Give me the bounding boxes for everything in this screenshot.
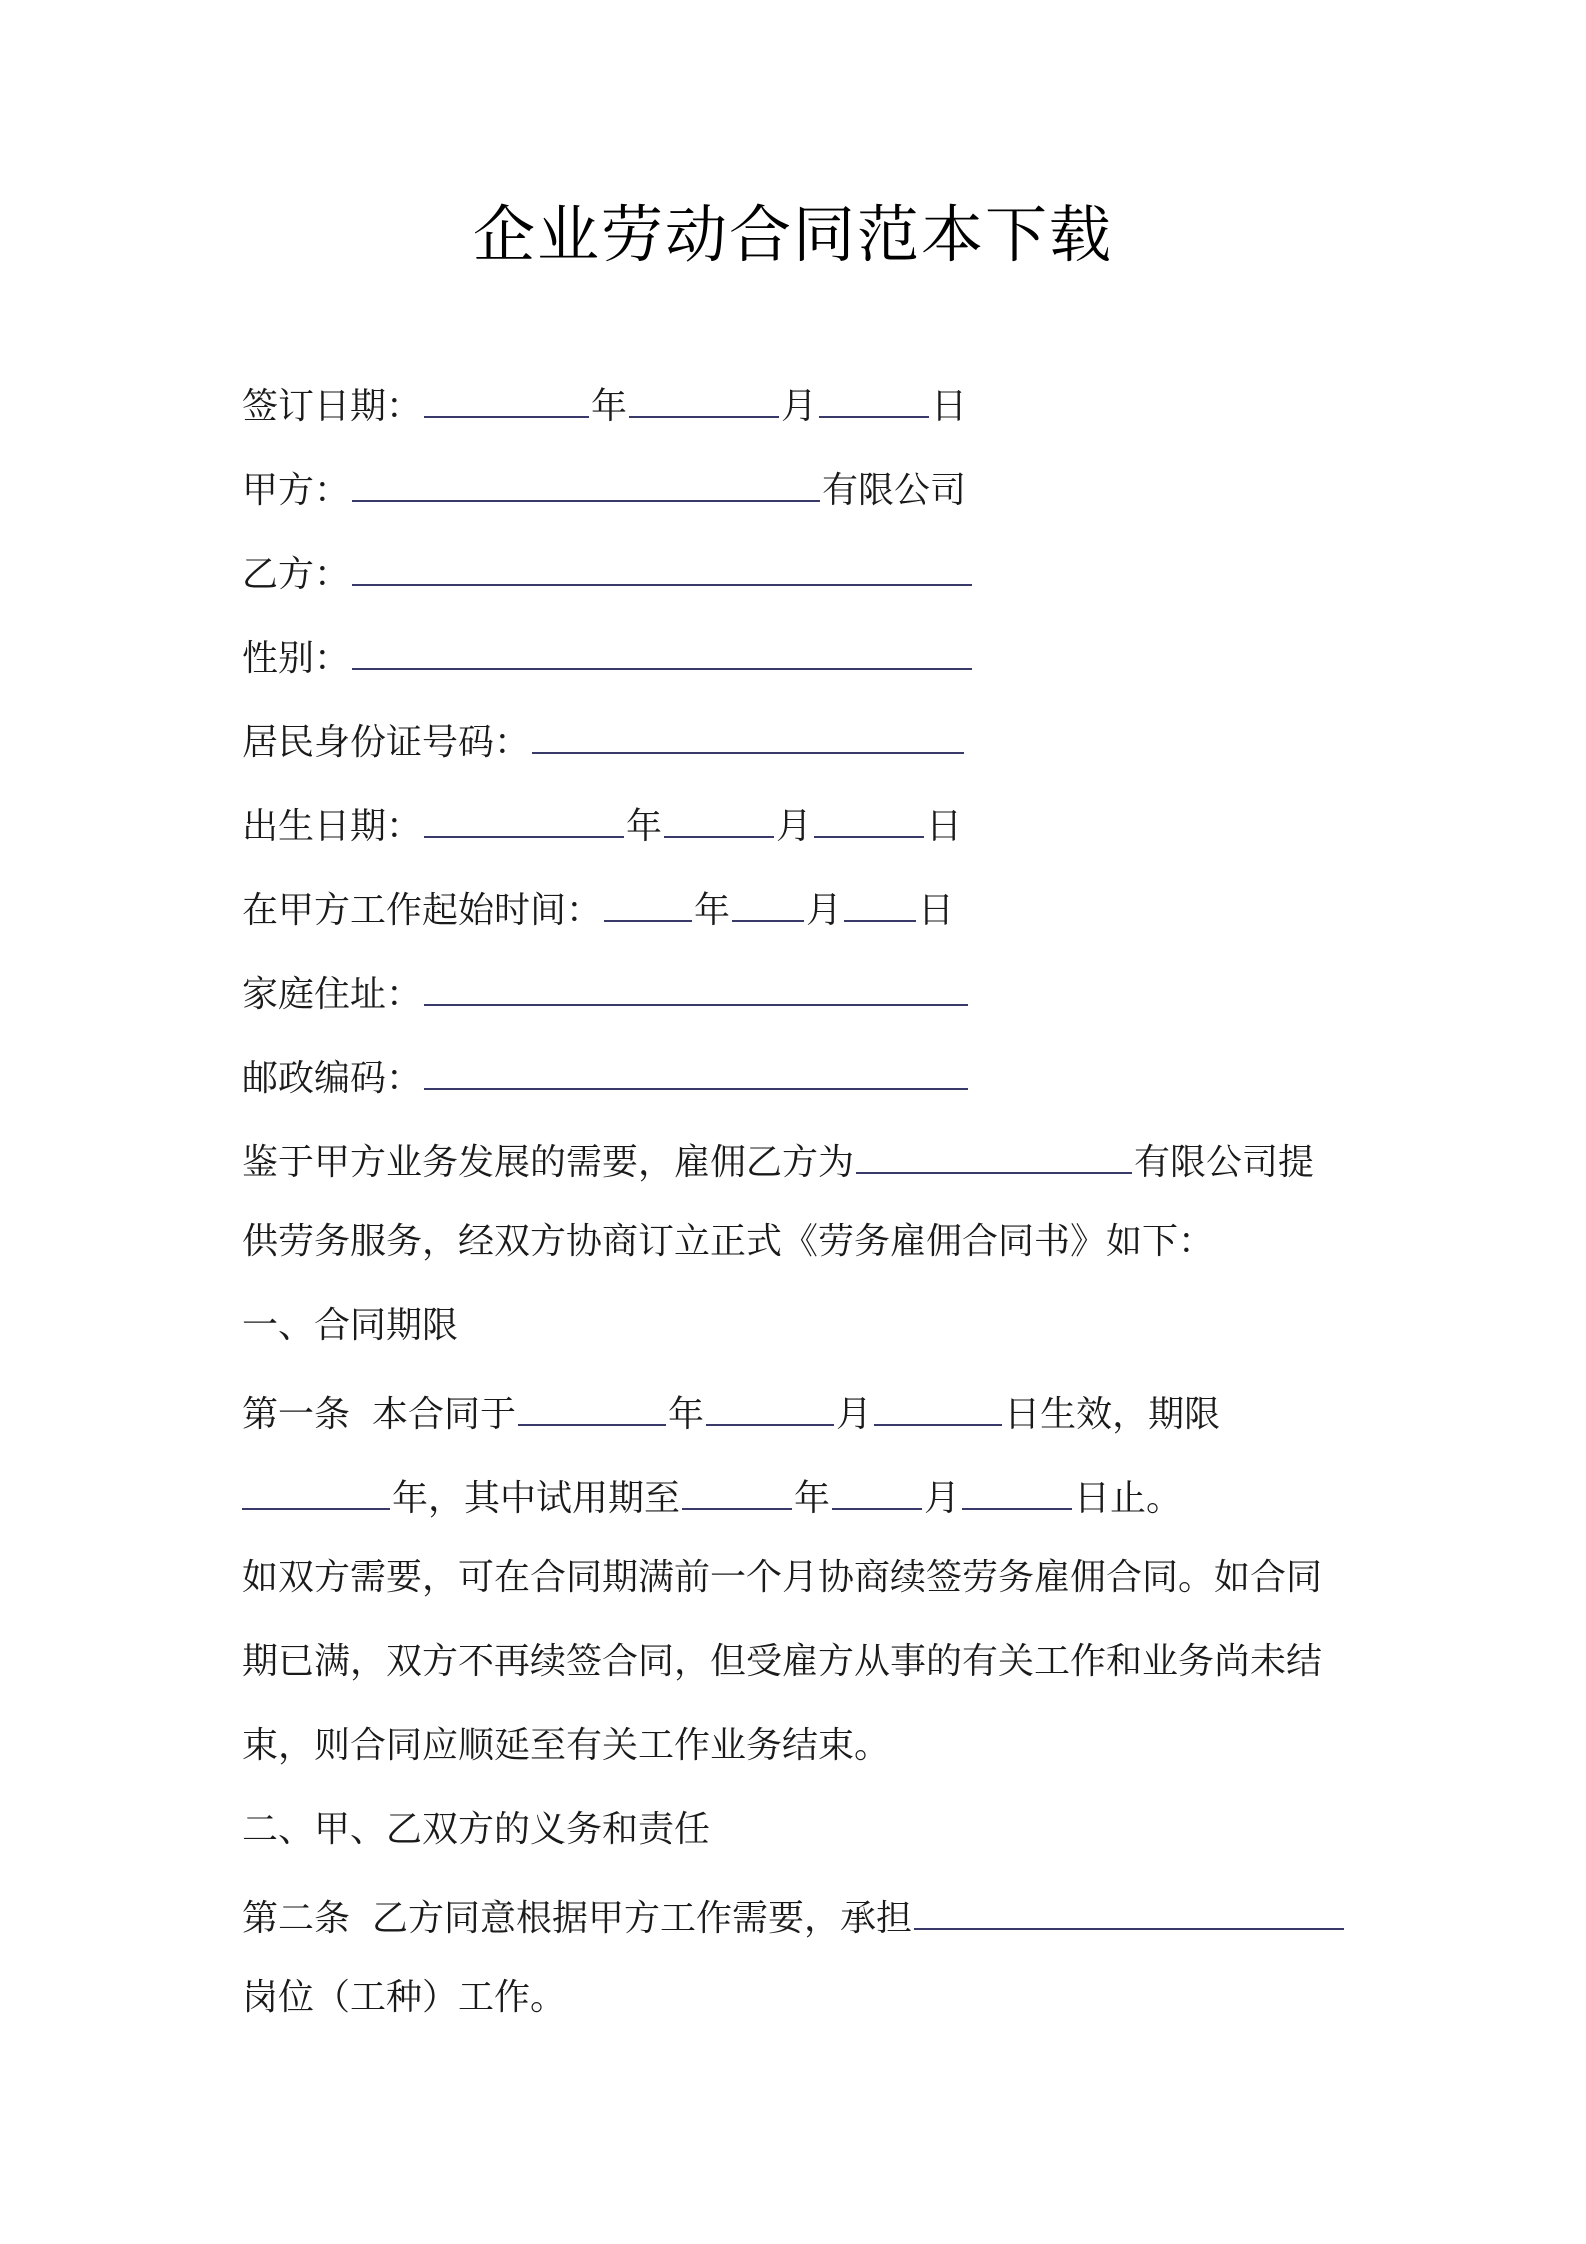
section-heading: 一、合同期限: [242, 1305, 459, 1346]
position-blank[interactable]: [914, 1884, 1344, 1930]
preamble-text: 有限公司提: [1134, 1142, 1315, 1183]
preamble-line-1: [242, 1128, 1314, 1188]
start-date-year-blank[interactable]: [604, 876, 692, 922]
year-label: 年: [668, 1394, 705, 1435]
day-label: 日: [926, 806, 963, 847]
article-text: 日生效，期限: [1004, 1394, 1221, 1435]
birth-date-day-blank[interactable]: [814, 792, 924, 838]
start-date-month-blank[interactable]: [732, 876, 804, 922]
party-b-label: 乙方：: [242, 554, 351, 595]
effective-day-blank[interactable]: [874, 1380, 1002, 1426]
paragraph-text: 束，则合同应顺延至有关工作业务结束。: [242, 1725, 891, 1766]
party-a-line: [242, 456, 966, 516]
effective-month-blank[interactable]: [706, 1380, 834, 1426]
birth-date-label: 出生日期：: [242, 806, 423, 847]
start-date-line: [242, 876, 954, 936]
probation-year-blank[interactable]: [682, 1464, 792, 1510]
preamble-line-2: [242, 1212, 1214, 1272]
article-text: 乙方同意根据甲方工作需要，承担: [372, 1898, 913, 1939]
gender-label: 性别：: [242, 638, 351, 679]
party-b-line: [242, 540, 974, 600]
probation-month-blank[interactable]: [832, 1464, 922, 1510]
year-label: 年: [794, 1478, 831, 1519]
party-a-label: 甲方：: [242, 470, 351, 511]
sign-date-label: 签订日期：: [242, 386, 423, 427]
sign-date-day-blank[interactable]: [819, 372, 929, 418]
year-label: 年: [591, 386, 628, 427]
document-title: 企业劳动合同范本下载: [472, 198, 1113, 271]
section-1-heading: [242, 1296, 458, 1356]
day-label: 日: [931, 386, 968, 427]
party-a-suffix: 有限公司: [822, 470, 967, 511]
id-number-line: [242, 708, 966, 768]
section-2-heading: [242, 1800, 710, 1860]
postcode-blank[interactable]: [424, 1044, 968, 1090]
renewal-paragraph-line: [242, 1548, 1322, 1608]
probation-day-blank[interactable]: [962, 1464, 1072, 1510]
article-text: 本合同于: [372, 1394, 517, 1435]
gender-blank[interactable]: [352, 624, 972, 670]
article-text: 岗位（工种）工作。: [242, 1977, 567, 2018]
sign-date-month-blank[interactable]: [629, 372, 779, 418]
renewal-paragraph-line: [242, 1632, 1322, 1692]
article-1-line-1: [242, 1380, 1220, 1440]
start-date-label: 在甲方工作起始时间：: [242, 890, 603, 931]
month-label: 月: [924, 1478, 961, 1519]
start-date-day-blank[interactable]: [844, 876, 916, 922]
article-2-line-1: [242, 1884, 1346, 1944]
party-a-blank[interactable]: [352, 456, 820, 502]
sign-date-year-blank[interactable]: [424, 372, 589, 418]
effective-year-blank[interactable]: [518, 1380, 666, 1426]
address-blank[interactable]: [424, 960, 968, 1006]
party-b-blank[interactable]: [352, 540, 972, 586]
year-label: 年: [694, 890, 731, 931]
month-label: 月: [836, 1394, 873, 1435]
article-label: 第一条: [242, 1394, 351, 1435]
preamble-company-blank[interactable]: [856, 1128, 1132, 1174]
month-label: 月: [776, 806, 813, 847]
address-line: [242, 960, 970, 1020]
day-label: 日: [918, 890, 955, 931]
article-2-line-2: [242, 1968, 566, 2028]
article-text: 日止。: [1074, 1478, 1183, 1519]
paragraph-text: 如双方需要，可在合同期满前一个月协商续签劳务雇佣合同。如合同: [242, 1557, 1323, 1598]
id-number-blank[interactable]: [532, 708, 964, 754]
gender-line: [242, 624, 974, 684]
month-label: 月: [806, 890, 843, 931]
section-heading: 二、甲、乙双方的义务和责任: [242, 1809, 711, 1850]
preamble-text: 供劳务服务，经双方协商订立正式《劳务雇佣合同书》如下：: [242, 1221, 1215, 1262]
postcode-label: 邮政编码：: [242, 1058, 423, 1099]
renewal-paragraph-line: [242, 1716, 890, 1776]
preamble-text: 鉴于甲方业务发展的需要，雇佣乙方为: [242, 1142, 855, 1183]
article-1-line-2: [242, 1464, 1182, 1524]
term-years-blank[interactable]: [242, 1464, 390, 1510]
id-number-label: 居民身份证号码：: [242, 722, 531, 763]
birth-date-line: [242, 792, 962, 852]
year-label: 年: [626, 806, 663, 847]
postcode-line: [242, 1044, 970, 1104]
birth-date-month-blank[interactable]: [664, 792, 774, 838]
article-label: 第二条: [242, 1898, 351, 1939]
paragraph-text: 期已满，双方不再续签合同，但受雇方从事的有关工作和业务尚未结: [242, 1641, 1323, 1682]
birth-date-year-blank[interactable]: [424, 792, 624, 838]
article-text: 年，其中试用期至: [392, 1478, 681, 1519]
address-label: 家庭住址：: [242, 974, 423, 1015]
sign-date-line: [242, 372, 967, 432]
month-label: 月: [781, 386, 818, 427]
